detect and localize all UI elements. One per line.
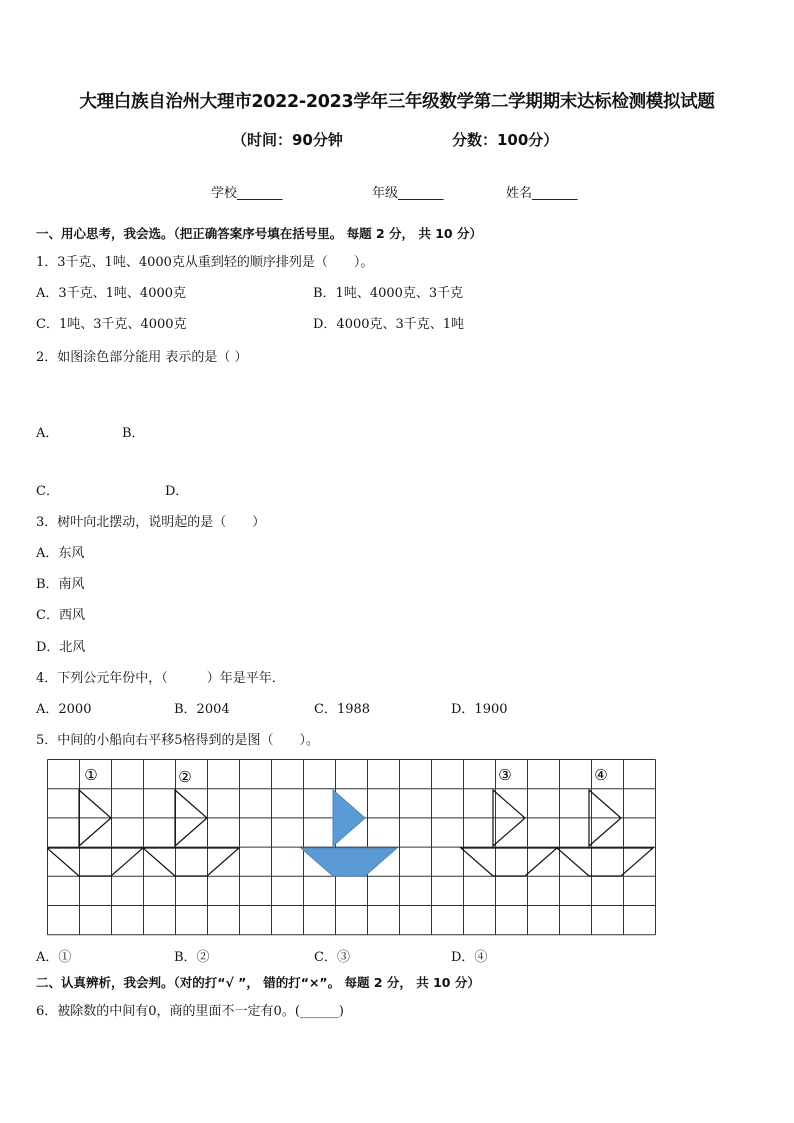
boat-figure-1 xyxy=(47,790,143,876)
page-title: 大理白族自治州大理市2022-2023学年三年级数学第二学期期末达标检测模拟试题 xyxy=(79,92,715,112)
figure-label-4: ④ xyxy=(594,766,608,784)
q3-option-b[interactable]: B．南风 xyxy=(36,577,85,592)
q1-option-c[interactable]: C．1吨、3千克、4000克 xyxy=(36,317,187,332)
q6-stem: 6．被除数的中间有0，商的里面不一定有0。(______) xyxy=(36,1004,344,1019)
exam-time: （时间：90分钟 xyxy=(232,131,343,149)
q3-stem: 3．树叶向北摆动，说明起的是（ ） xyxy=(36,515,266,530)
q1-option-b[interactable]: B．1吨、4000克、3千克 xyxy=(313,286,464,301)
q5-stem: 5．中间的小船向右平移5格得到的是图（ ）。 xyxy=(36,733,320,748)
boat-grid-figure xyxy=(47,759,657,937)
q3-option-a[interactable]: A．东风 xyxy=(36,546,85,561)
grade-field: 年级_______ xyxy=(372,186,444,201)
section1-heading: 一、用心思考，我会选。（把正确答案序号填在括号里。 每题 2 分， 共 10 分） xyxy=(36,226,482,241)
q1-option-a[interactable]: A．3千克、1吨、4000克 xyxy=(36,286,187,301)
q5-option-a[interactable]: A．① xyxy=(36,950,72,965)
name-field: 姓名_______ xyxy=(506,186,578,201)
q4-option-b[interactable]: B．2004 xyxy=(174,702,230,717)
school-field: 学校_______ xyxy=(211,186,283,201)
section2-heading: 二、认真辨析，我会判。（对的打“√ ”， 错的打“×”。 每题 2 分， 共 10 分） xyxy=(36,975,480,990)
q5-option-b[interactable]: B．② xyxy=(174,950,210,965)
boat-original-shaded xyxy=(301,790,397,876)
grid-lines xyxy=(48,760,656,935)
q4-stem: 4．下列公元年份中，（ ）年是平年． xyxy=(36,671,285,686)
q4-option-d[interactable]: D．1900 xyxy=(451,702,508,717)
exam-score: 分数：100分） xyxy=(452,131,559,149)
q3-option-c[interactable]: C．西风 xyxy=(36,608,85,623)
boat-figure-2 xyxy=(143,790,239,876)
figure-label-2: ② xyxy=(178,768,192,786)
q1-stem: 1．3千克、1吨、4000克从重到轻的顺序排列是（ ）。 xyxy=(36,255,374,270)
q2-stem: 2．如图涂色部分能用 表示的是（ ） xyxy=(36,350,248,365)
q1-option-d[interactable]: D．4000克、3千克、1吨 xyxy=(313,317,465,332)
boat-figure-4 xyxy=(557,790,653,876)
q4-option-a[interactable]: A．2000 xyxy=(36,702,92,717)
q5-option-d[interactable]: D．④ xyxy=(451,950,488,965)
q2-option-a[interactable]: A． xyxy=(36,426,59,441)
q4-option-c[interactable]: C．1988 xyxy=(314,702,371,717)
q2-option-d[interactable]: D． xyxy=(165,484,189,499)
q2-option-b[interactable]: B． xyxy=(122,426,145,441)
figure-label-1: ① xyxy=(84,766,98,784)
figure-label-3: ③ xyxy=(498,766,512,784)
boat-figure-3 xyxy=(461,790,557,876)
q2-option-c[interactable]: C． xyxy=(36,484,59,499)
q3-option-d[interactable]: D．北风 xyxy=(36,640,86,655)
q5-option-c[interactable]: C．③ xyxy=(314,950,350,965)
